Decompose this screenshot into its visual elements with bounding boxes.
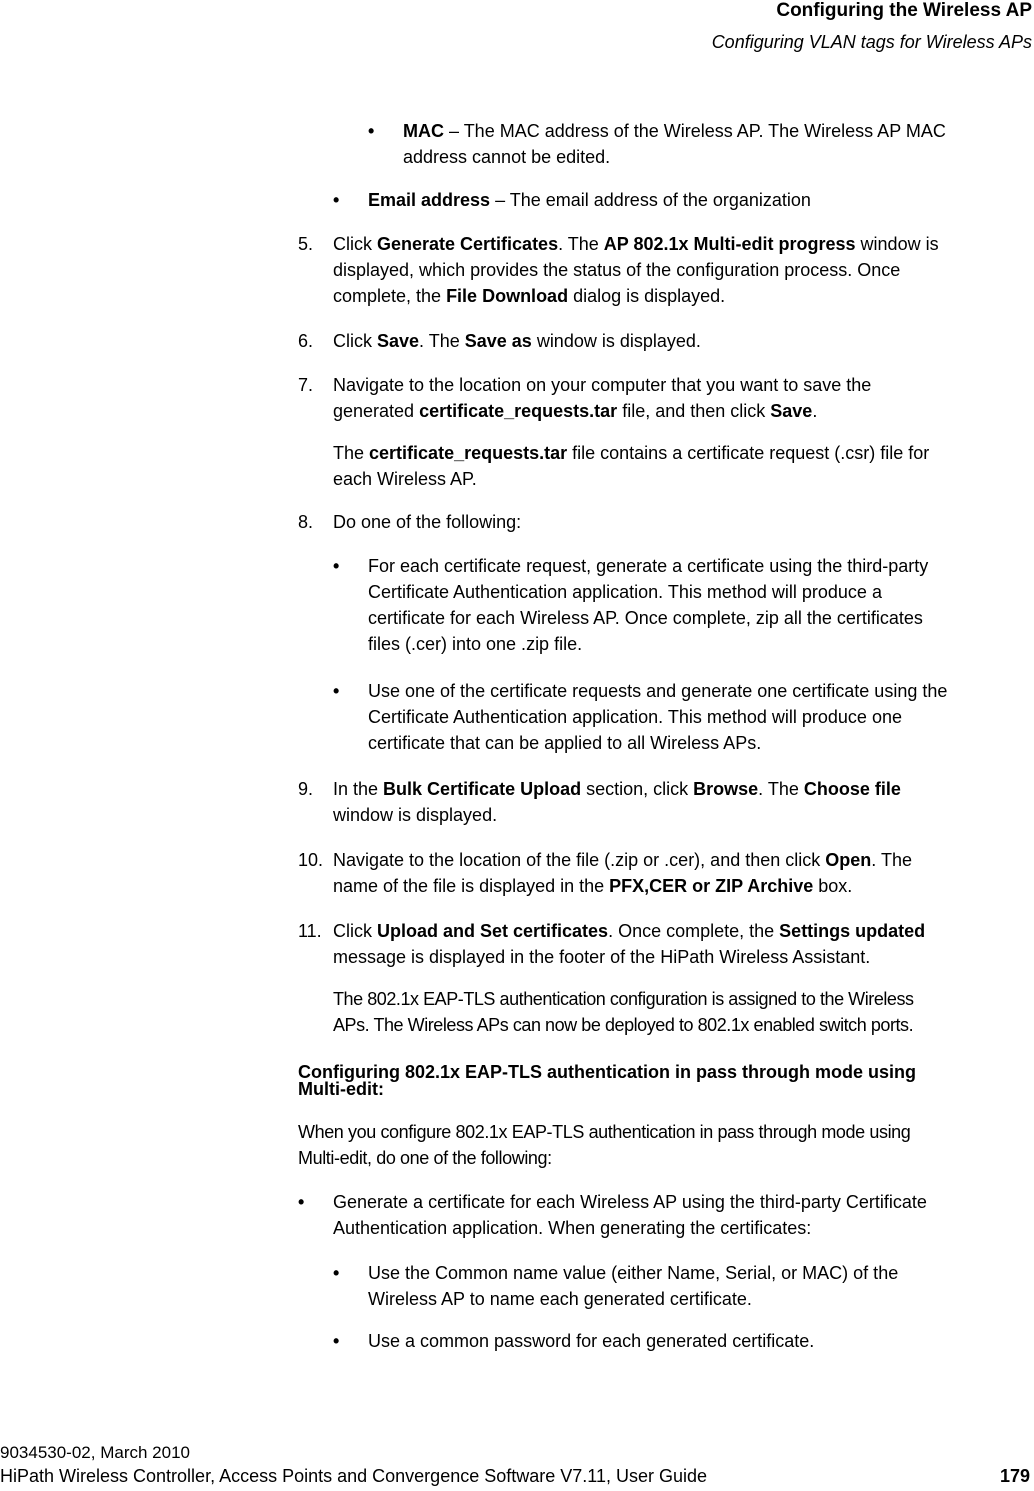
s8-b2-line2: Certificate Authentication application. This method will produce one [368,707,902,727]
step-10-number: 10. [298,850,324,870]
step-11-note [333,986,1034,1038]
step-8 [333,509,1033,535]
browse-label: Browse [693,779,759,799]
s6-t2: . The [419,331,465,351]
bullet-email: • [333,190,340,210]
s5-t5: dialog is displayed. [568,286,726,306]
step-6 [333,328,1033,354]
heading-line-2: Multi-edit: [298,1079,384,1099]
s11-p2-line1: The 802.1x EAP-TLS authentication configuration is assigned to the Wireless [333,989,914,1009]
pt-bullet-line1: Generate a certificate for each Wireless AP using the third-party Certificate [333,1192,927,1212]
mac-text-2: address cannot be edited. [403,147,611,167]
sub2-text: Use a common password for each generated certificate. [368,1331,815,1351]
mac-text-1: – The MAC address of the Wireless AP. The Wireless AP MAC [444,121,946,141]
section-title: Configuring VLAN tags for Wireless APs [711,32,1032,52]
step-5-number: 5. [298,234,314,254]
s5-t1: Click [333,234,377,254]
heading-line-1: Configuring 802.1x EAP-TLS authentication in pass through mode using [298,1062,917,1082]
s7-t1: generated [333,401,420,421]
page-number: 179 [999,1466,1030,1486]
step-9 [333,776,1033,828]
s8-b1-line2: Certificate Authentication application. This method will produce a [368,582,882,602]
settings-updated-label: Settings updated [779,921,926,941]
s10-t4: box. [813,876,853,896]
passthrough-heading [298,1064,1034,1098]
s9-t1: In the [333,779,384,799]
s7-t3: . [812,401,818,421]
email-label: Email address [368,190,491,210]
cert-requests-file-label: certificate_requests.tar [419,401,618,421]
multi-edit-progress-label: AP 802.1x Multi-edit progress [603,234,856,254]
s8-b1-line4: files (.cer) into one .zip file. [368,634,583,654]
file-download-label: File Download [446,286,569,306]
bullet-passthrough: • [298,1192,305,1212]
sub1-line2: Wireless AP to name each generated certificate. [368,1289,752,1309]
bullet-mac: • [368,121,375,141]
s8-option-2 [368,678,1033,756]
email-item [368,187,1033,213]
s8-b1-line3: certificate for each Wireless AP. Once complete, zip all the certificates [368,608,923,628]
s5-t3: window is [855,234,939,254]
s11-p2-line2: APs. The Wireless APs can now be deployed to 802.1x enabled switch ports. [333,1015,914,1035]
open-label: Open [825,850,872,870]
pfx-archive-label: PFX,CER or ZIP Archive [609,876,814,896]
email-text: – The email address of the organization [490,190,811,210]
step-11 [333,918,1033,970]
s9-line2: window is displayed. [333,805,498,825]
bullet-sub-2: • [333,1331,340,1351]
step-7 [333,372,1033,424]
s9-t3: . The [758,779,804,799]
save-as-label: Save as [464,331,532,351]
intro-line-2: Multi-edit, do one of the following: [298,1148,552,1168]
passthrough-sub-2 [368,1328,1033,1354]
s7-line1: Navigate to the location on your computer that you want to save the [333,375,872,395]
intro-line-1: When you configure 802.1x EAP-TLS authentication in pass through mode using [298,1122,911,1142]
cert-requests-file-label-2: certificate_requests.tar [369,443,568,463]
bullet-s8-2: • [333,681,340,701]
passthrough-option [333,1189,1033,1241]
footer-title: HiPath Wireless Controller, Access Points and Convergence Software V7.11, User Guide [0,1466,708,1486]
generate-certificates-label: Generate Certificates [377,234,559,254]
choose-file-label: Choose file [803,779,901,799]
step-10 [333,847,1033,899]
save-label-2: Save [770,401,813,421]
step-8-number: 8. [298,512,314,532]
footer-doc-id: 9034530-02, March 2010 [0,1443,190,1462]
save-label: Save [377,331,420,351]
bullet-s8-1: • [333,556,340,576]
s10-t3: name of the file is displayed in the [333,876,610,896]
mac-item [403,118,1033,170]
s10-t1: Navigate to the location of the file (.zip or .cer), and then click [333,850,826,870]
chapter-title: Configuring the Wireless AP [776,0,1032,21]
s8-option-1 [368,553,1033,657]
s5-t2: . The [558,234,604,254]
s9-t2: section, click [581,779,694,799]
s7-p2-t2: file contains a certificate request (.csr) file for [567,443,930,463]
s5-line2: displayed, which provides the status of the configuration process. Once [333,260,901,280]
passthrough-intro [298,1119,1034,1171]
step-9-number: 9. [298,779,314,799]
mac-label: MAC [403,121,444,141]
passthrough-sub-1 [368,1260,1033,1312]
sub1-line1: Use the Common name value (either Name, Serial, or MAC) of the [368,1263,899,1283]
step-7-note [333,440,1033,492]
bullet-sub-1: • [333,1263,340,1283]
s8-b2-line1: Use one of the certificate requests and generate one certificate using the [368,681,948,701]
s6-t1: Click [333,331,377,351]
pt-bullet-line2: Authentication application. When generating the certificates: [333,1218,812,1238]
step-7-number: 7. [298,375,314,395]
s6-t3: window is displayed. [531,331,701,351]
bulk-cert-upload-label: Bulk Certificate Upload [383,779,582,799]
s7-p2-line2: each Wireless AP. [333,469,477,489]
s7-t2: file, and then click [617,401,771,421]
step-5 [333,231,1033,309]
s11-line2: message is displayed in the footer of the HiPath Wireless Assistant. [333,947,871,967]
s8-b2-line3: certificate that can be applied to all Wireless APs. [368,733,762,753]
step-11-number: 11. [298,921,322,941]
s8-b1-line1: For each certificate request, generate a certificate using the third-party [368,556,929,576]
s11-t1: Click [333,921,377,941]
s10-t2: . The [871,850,912,870]
s7-p2-t1: The [333,443,370,463]
upload-set-certs-label: Upload and Set certificates [377,921,609,941]
step-6-number: 6. [298,331,314,351]
s5-t4: complete, the [333,286,447,306]
s8-text: Do one of the following: [333,512,522,532]
s11-t2: . Once complete, the [608,921,780,941]
